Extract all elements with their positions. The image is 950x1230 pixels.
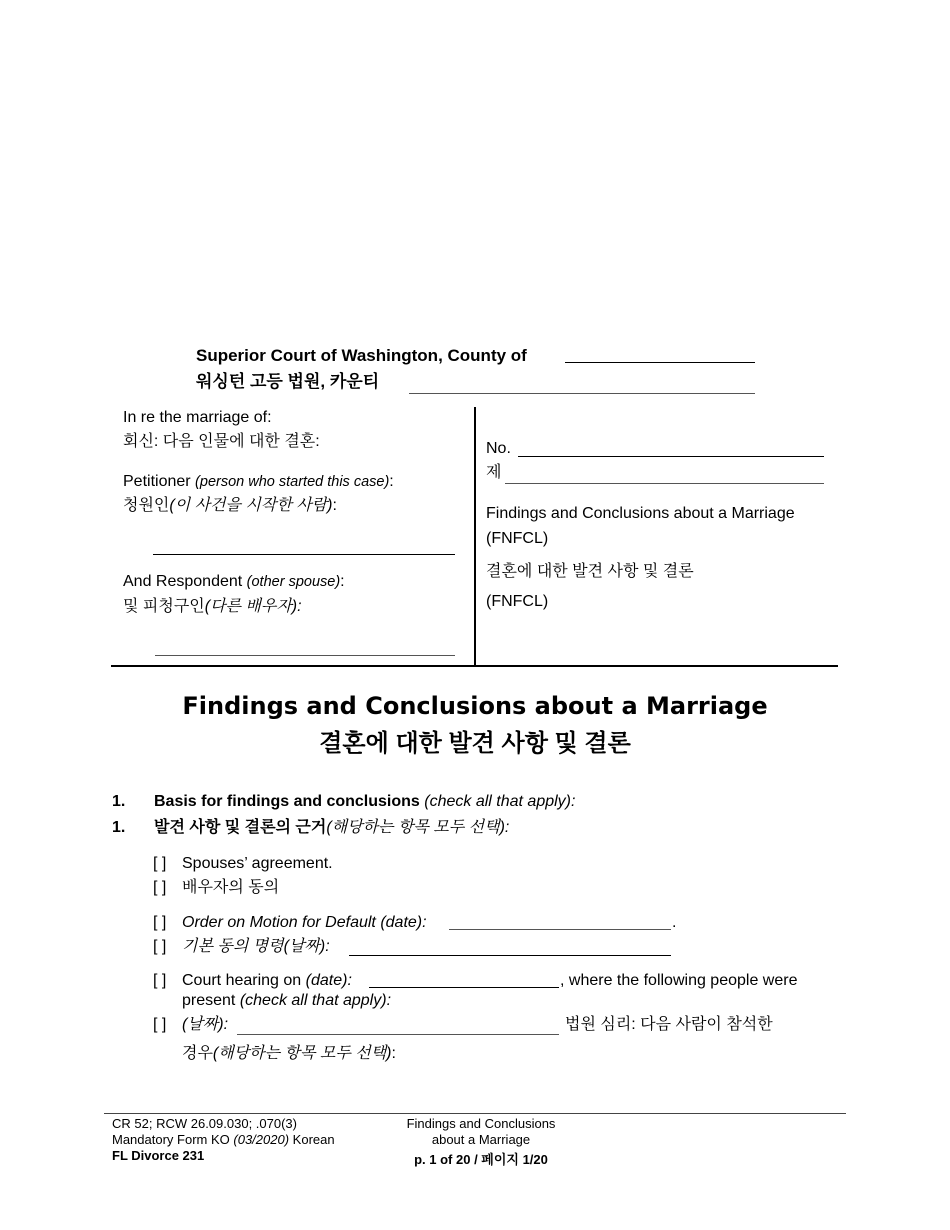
checkbox-default-order-ko[interactable]: [ ] bbox=[153, 938, 167, 955]
court-hearing-date-field-ko[interactable] bbox=[237, 1034, 559, 1035]
checkbox-default-order[interactable]: [ ] bbox=[153, 914, 167, 931]
respondent-name-field[interactable] bbox=[155, 655, 455, 656]
respondent-label-en bbox=[123, 572, 345, 592]
section-1-title-en-text: Basis for findings and conclusions bbox=[154, 793, 420, 810]
caption-bottom-rule bbox=[111, 665, 838, 667]
footer-title-1: Findings and Conclusions bbox=[406, 1116, 556, 1131]
petitioner-label-ko bbox=[123, 496, 337, 516]
petitioner-ko-colon: : bbox=[332, 497, 337, 514]
court-hearing-date-field[interactable] bbox=[369, 987, 559, 988]
court-hearing-ko-a: 법원 심리: 다음 사람이 참석한 bbox=[565, 1016, 773, 1033]
respondent-label-ko bbox=[123, 597, 302, 617]
court-hearing-date-label-ko: (날짜): bbox=[182, 1016, 229, 1033]
form-code-ko: (FNFCL) bbox=[486, 593, 549, 610]
petitioner-label-en bbox=[123, 472, 394, 492]
default-order-date-field[interactable] bbox=[449, 929, 671, 930]
footer-page-number: p. 1 of 20 / 페이지 1/20 bbox=[414, 1152, 548, 1167]
petitioner-ko-note: (이 사건을 시작한 사람) bbox=[169, 497, 333, 514]
checkbox-court-hearing[interactable]: [ ] bbox=[153, 972, 167, 989]
checkbox-spouses-agreement-ko[interactable]: [ ] bbox=[153, 879, 167, 896]
option-default-order-en: Order on Motion for Default (date): bbox=[182, 914, 427, 931]
court-hearing-on: Court hearing on bbox=[182, 972, 302, 989]
petitioner-en-colon: : bbox=[389, 473, 394, 490]
page-title-en: Findings and Conclusions about a Marriage bbox=[182, 692, 768, 720]
petitioner-en-note: (person who started this case) bbox=[195, 474, 390, 490]
checkbox-court-hearing-ko[interactable]: [ ] bbox=[153, 1016, 167, 1033]
form-code-en: (FNFCL) bbox=[486, 530, 549, 547]
respondent-ko: 및 피청구인 bbox=[123, 598, 205, 615]
section-1-number-ko: 1. bbox=[112, 819, 126, 836]
footer-rule bbox=[104, 1113, 846, 1114]
default-order-date-field-ko[interactable] bbox=[349, 955, 671, 956]
section-1-title-ko-text: 발견 사항 및 결론의 근거 bbox=[154, 819, 327, 836]
county-field-ko[interactable] bbox=[409, 393, 755, 394]
case-no-label-en: No. bbox=[486, 440, 511, 457]
section-1-title-en bbox=[154, 792, 575, 812]
footer-form-number: FL Divorce 231 bbox=[112, 1148, 205, 1163]
footer-mandatory: Mandatory Form KO bbox=[112, 1132, 230, 1147]
footer-title-2: about a Marriage bbox=[431, 1132, 531, 1147]
respondent-en: And Respondent bbox=[123, 573, 243, 590]
court-hearing-date-label: (date): bbox=[305, 972, 352, 989]
form-title-ko: 결혼에 대한 발견 사항 및 결론 bbox=[486, 563, 694, 580]
section-1-note-en: (check all that apply): bbox=[424, 793, 576, 810]
court-hearing-following: , where the following people were bbox=[560, 972, 798, 989]
form-title-en: Findings and Conclusions about a Marriage bbox=[486, 505, 795, 522]
section-1-number-en: 1. bbox=[112, 793, 126, 810]
checkbox-spouses-agreement[interactable]: [ ] bbox=[153, 855, 167, 872]
caption-vertical-divider bbox=[474, 407, 476, 667]
footer-citation: CR 52; RCW 26.09.030; .070(3) bbox=[112, 1116, 297, 1131]
option-default-order-ko: 기본 동의 명령(날짜): bbox=[182, 938, 330, 955]
petitioner-en: Petitioner bbox=[123, 473, 191, 490]
respondent-ko-note: (다른 배우자): bbox=[204, 598, 302, 615]
petitioner-ko: 청원인 bbox=[123, 497, 170, 514]
court-hearing-ko-case: 경우 bbox=[182, 1045, 213, 1062]
case-number-field-ko[interactable] bbox=[505, 483, 824, 484]
petitioner-name-field[interactable] bbox=[153, 554, 455, 555]
option-spouses-agreement-ko: 배우자의 동의 bbox=[182, 879, 280, 896]
respondent-en-note: (other spouse) bbox=[246, 574, 341, 590]
default-order-period: . bbox=[672, 914, 677, 931]
section-1-note-ko: (해당하는 항목 모두 선택): bbox=[326, 819, 510, 836]
in-re-label-ko: 회신: 다음 인물에 대한 결혼: bbox=[123, 433, 320, 450]
court-title-en: Superior Court of Washington, County of bbox=[196, 346, 527, 365]
footer-language: Korean bbox=[292, 1132, 335, 1147]
respondent-en-colon: : bbox=[340, 573, 345, 590]
court-hearing-present: present bbox=[182, 992, 236, 1009]
page-title-ko: 결혼에 대한 발견 사항 및 결론 bbox=[319, 730, 631, 757]
option-court-hearing-en-a bbox=[182, 971, 352, 991]
court-title-ko: 워싱턴 고등 법원, 카운티 bbox=[196, 372, 380, 391]
section-1-title-ko bbox=[154, 818, 509, 838]
court-hearing-note-en: (check all that apply): bbox=[239, 992, 392, 1009]
option-spouses-agreement-en: Spouses’ agreement. bbox=[182, 855, 333, 872]
footer-form-date: (03/2020) bbox=[233, 1132, 290, 1147]
case-number-field[interactable] bbox=[518, 456, 824, 457]
in-re-label-en: In re the marriage of: bbox=[123, 409, 272, 426]
footer-form-id bbox=[112, 1132, 335, 1148]
court-hearing-note-ko: (해당하는 항목 모두 선택) bbox=[212, 1045, 392, 1062]
court-hearing-ko-b bbox=[182, 1044, 396, 1064]
court-hearing-ko-colon: : bbox=[391, 1045, 396, 1062]
county-field[interactable] bbox=[565, 362, 755, 363]
case-no-label-ko: 제 bbox=[486, 464, 502, 481]
option-court-hearing-en-b bbox=[182, 991, 391, 1011]
